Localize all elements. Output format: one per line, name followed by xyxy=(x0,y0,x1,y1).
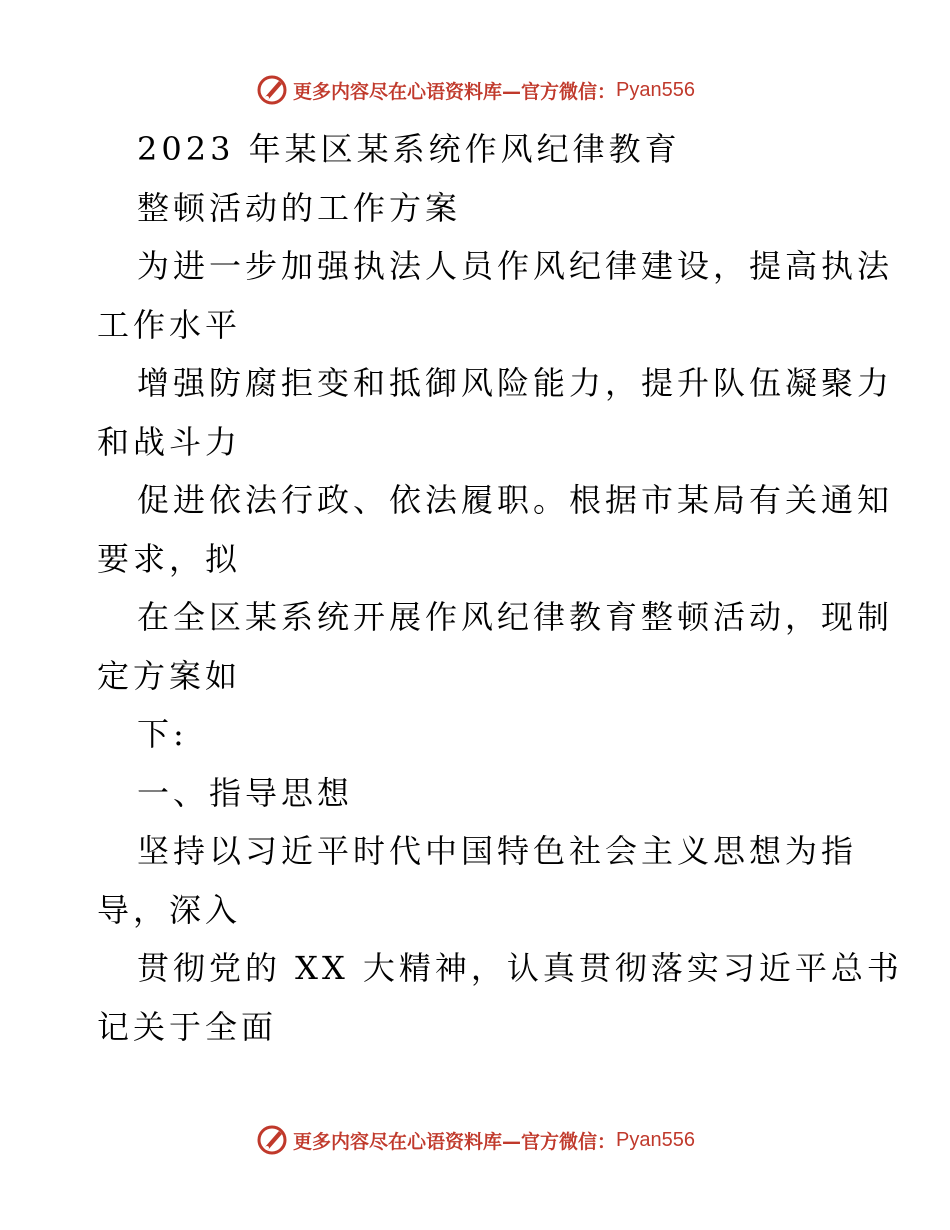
watermark-text: 更多内容尽在心语资料库—官方微信： xyxy=(293,1130,617,1153)
text-line: 促进依法行政、依法履职。根据市某局有关通知 xyxy=(137,481,894,519)
pen-circle-logo-icon xyxy=(255,73,289,107)
text-line: 和战斗力 xyxy=(97,422,242,461)
text-line: 工作水平 xyxy=(97,305,242,344)
watermark-banner-bottom xyxy=(0,1120,950,1160)
text-line: 坚持以习近平时代中国特色社会主义思想为指 xyxy=(137,832,858,870)
text-line: 一、指导思想 xyxy=(137,773,354,812)
text-line: 定方案如 xyxy=(97,656,242,695)
pen-circle-logo-icon xyxy=(255,1123,289,1157)
text-line: 记关于全面 xyxy=(97,1007,278,1046)
text-line: 要求，拟 xyxy=(97,539,242,578)
text-line: 导，深入 xyxy=(97,890,242,929)
watermark-id: Pyan556 xyxy=(616,78,695,101)
text-line: 贯彻党的 XX 大精神，认真贯彻落实习近平总书 xyxy=(137,949,903,987)
text-line: 在全区某系统开展作风纪律教育整顿活动，现制 xyxy=(137,598,894,636)
text-line: 整顿活动的工作方案 xyxy=(137,188,462,227)
text-line: 2023 年某区某系统作风纪律教育 xyxy=(137,130,681,168)
watermark-banner-top xyxy=(0,70,950,110)
document-body xyxy=(97,120,903,1056)
text-line: 为进一步加强执法人员作风纪律建设，提高执法 xyxy=(137,247,894,285)
text-line: 下: xyxy=(137,715,188,753)
text-line: 增强防腐拒变和抵御风险能力，提升队伍凝聚力 xyxy=(137,364,894,402)
watermark-text: 更多内容尽在心语资料库—官方微信： xyxy=(293,80,617,103)
watermark-id: Pyan556 xyxy=(616,1128,695,1151)
